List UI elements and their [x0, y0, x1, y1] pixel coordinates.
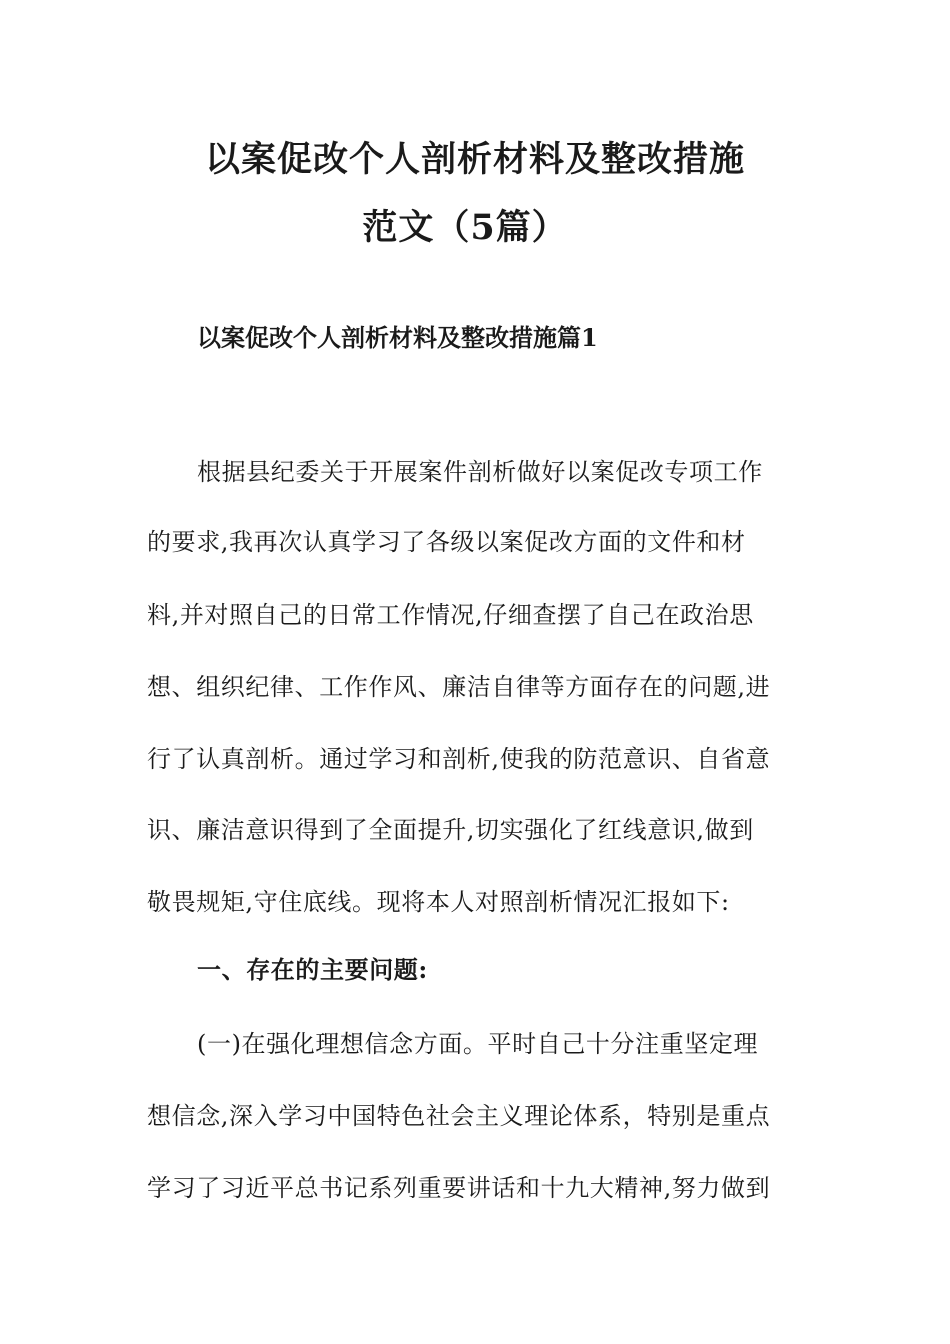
- paragraph-line-4: 想、组织纪律、工作作风、廉洁自律等方面存在的问题,进: [147, 673, 771, 701]
- section-heading: 一、存在的主要问题:: [197, 955, 428, 984]
- paragraph-line-7: 敬畏规矩,守住底线。现将本人对照剖析情况汇报如下:: [147, 888, 730, 916]
- document-title-line-2: 范文（5篇）: [362, 207, 568, 248]
- paragraph-line-5: 行了认真剖析。通过学习和剖析,使我的防范意识、自省意: [147, 745, 771, 773]
- paragraph-line-9: 想信念,深入学习中国特色社会主义理论体系，特别是重点: [147, 1102, 771, 1130]
- section-subtitle: 以案促改个人剖析材料及整改措施篇1: [197, 323, 598, 352]
- paragraph-line-10: 学习了习近平总书记系列重要讲话和十九大精神,努力做到: [147, 1174, 771, 1202]
- paragraph-line-1: 根据县纪委关于开展案件剖析做好以案促改专项工作: [197, 458, 763, 486]
- paragraph-line-6: 识、廉洁意识得到了全面提升,切实强化了红线意识,做到: [147, 816, 754, 844]
- paragraph-line-2: 的要求,我再次认真学习了各级以案促改方面的文件和材: [147, 528, 746, 556]
- paragraph-line-8: (一)在强化理想信念方面。平时自己十分注重坚定理: [197, 1030, 759, 1058]
- paragraph-line-3: 料,并对照自己的日常工作情况,仔细查摆了自己在政治思: [147, 601, 754, 629]
- document-title-line-1: 以案促改个人剖析材料及整改措施: [204, 139, 745, 180]
